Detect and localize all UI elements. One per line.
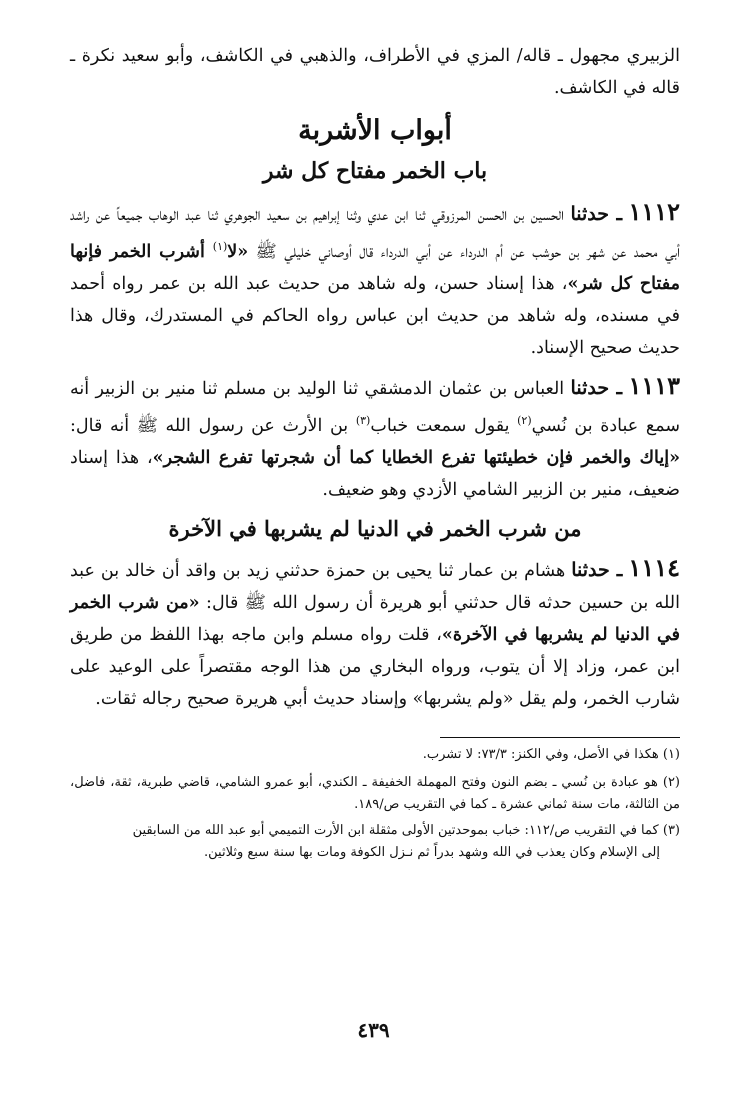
- footnote-ref: (١): [212, 240, 228, 253]
- page-number: ٤٣٩: [357, 1018, 390, 1042]
- hadith-text: يقول سمعت خباب: [370, 415, 518, 436]
- hadith-1113: [70, 370, 680, 506]
- intro-paragraph: الزبيري مجهول ـ قاله/ المزي في الأطراف، والذهبي في الكاشف، وأبو سعيد نكرة ـ قاله في الكاشف.: [70, 46, 680, 98]
- section-title: أبواب الأشربة: [298, 115, 452, 146]
- footnote-divider: [440, 737, 680, 738]
- hadith-1114: [70, 552, 680, 715]
- hadith-text: بن الأرث عن رسول الله ﷺ أنه قال:: [70, 415, 356, 436]
- hadith-quote: «لا: [227, 241, 249, 262]
- hadith-lead: ـ حدثنا: [571, 558, 623, 581]
- hadith-number: ١١١٣: [628, 370, 680, 400]
- footnote-3: (٣) كما في التقريب ص/١١٢: خباب بموحدتين الأولى مثقلة ابن الأرت التميمي أبو عبد الله من السابقين: [132, 822, 680, 838]
- hadith-quote: «إياك والخمر فإن خطيئتها تفرع الخطايا كما أن شجرتها تفرع الشجر»: [152, 447, 681, 468]
- footnote-1: (١) هكذا في الأصل، وفي الكنز: ٧٣/٣: لا تشرب.: [422, 746, 680, 762]
- hadith-text: العباس بن عثمان الدمشقي ثنا الوليد بن مسلم ثنا منير بن الزبير أنه سمع عبادة بن نُسي: [70, 378, 680, 436]
- page-body: [70, 40, 680, 864]
- hadith-1112: [70, 196, 680, 364]
- hadith-quote: أشرب الخمر فإنها مفتاح كل شر»: [70, 241, 680, 294]
- chapter-title: باب الخمر مفتاح كل شر: [262, 158, 488, 184]
- footnote-ref: (٣): [355, 413, 371, 427]
- hadith-text: ، هذا إسناد حسن، وله شاهد من حديث عبد الله بن عمر رواه أحمد في مسنده، وله شاهد من حديث ابن عباس رواه الحاكم في المستدرك، وقال هذا حديث صحيح الإسناد.: [70, 273, 680, 358]
- hadith-number: ١١١٢: [628, 197, 680, 226]
- hadith-text: ، هذا إسناد ضعيف، منير بن الزبير الشامي الأزدي وهو ضعيف.: [70, 447, 680, 500]
- hadith-quote: «من شرب الخمر في الدنيا لم يشربها في الآخرة»: [70, 592, 680, 645]
- hadith-text: ، قلت رواه مسلم وابن ماجه بهذا اللفظ من طريق ابن عمر، وزاد إلا أن يتوب، ورواه البخاري من هذا الوجه مقتصراً على الوعيد على شارب الخمر، ولم يقل «ولم يشربها» وإسناد حديث أبي هريرة صحيح رجاله ثقات.: [70, 624, 680, 709]
- hadith-number: ١١١٤: [628, 552, 680, 582]
- hadith-text: هشام بن عمار ثنا يحيى بن حمزة حدثني زيد بن واقد أن خالد بن عبد الله بن حسين حدثه قال حدثني أبو هريرة أن رسول الله ﷺ قال:: [70, 560, 681, 613]
- footnote-ref: (٢): [517, 413, 532, 427]
- footnote-2: (٢) هو عبادة بن نُسي ـ بضم النون وفتح المهملة الخفيفة ـ الكندي، أبو عمرو الشامي، قاضي طبرية، ثقة، فاضل، من الثالثة، مات سنة ثماني عشرة ـ كما في التقريب ص/١٨٩.: [70, 774, 680, 812]
- hadith-text: الحسين بن الحسن المرزوقي ثنا ابن عدي وثنا إبراهيم بن سعيد الجوهري ثنا عبد الوهاب جميعاً عن راشد أبي محمد عن شهر بن حوشب عن أم الدرداء عن أبي الدرداء قال أوصاني خليلي ﷺ: [70, 205, 680, 262]
- subsection-title: من شرب الخمر في الدنيا لم يشربها في الآخرة: [168, 515, 582, 541]
- hadith-lead: ـ حدثنا: [570, 376, 623, 399]
- footnote-3-continued: إلى الإسلام وكان يعذب في الله وشهد بدراً ثم نـزل الكوفة ومات بها سنة سبع وثلاثين.: [204, 844, 660, 860]
- hadith-lead: ـ حدثنا: [570, 203, 623, 225]
